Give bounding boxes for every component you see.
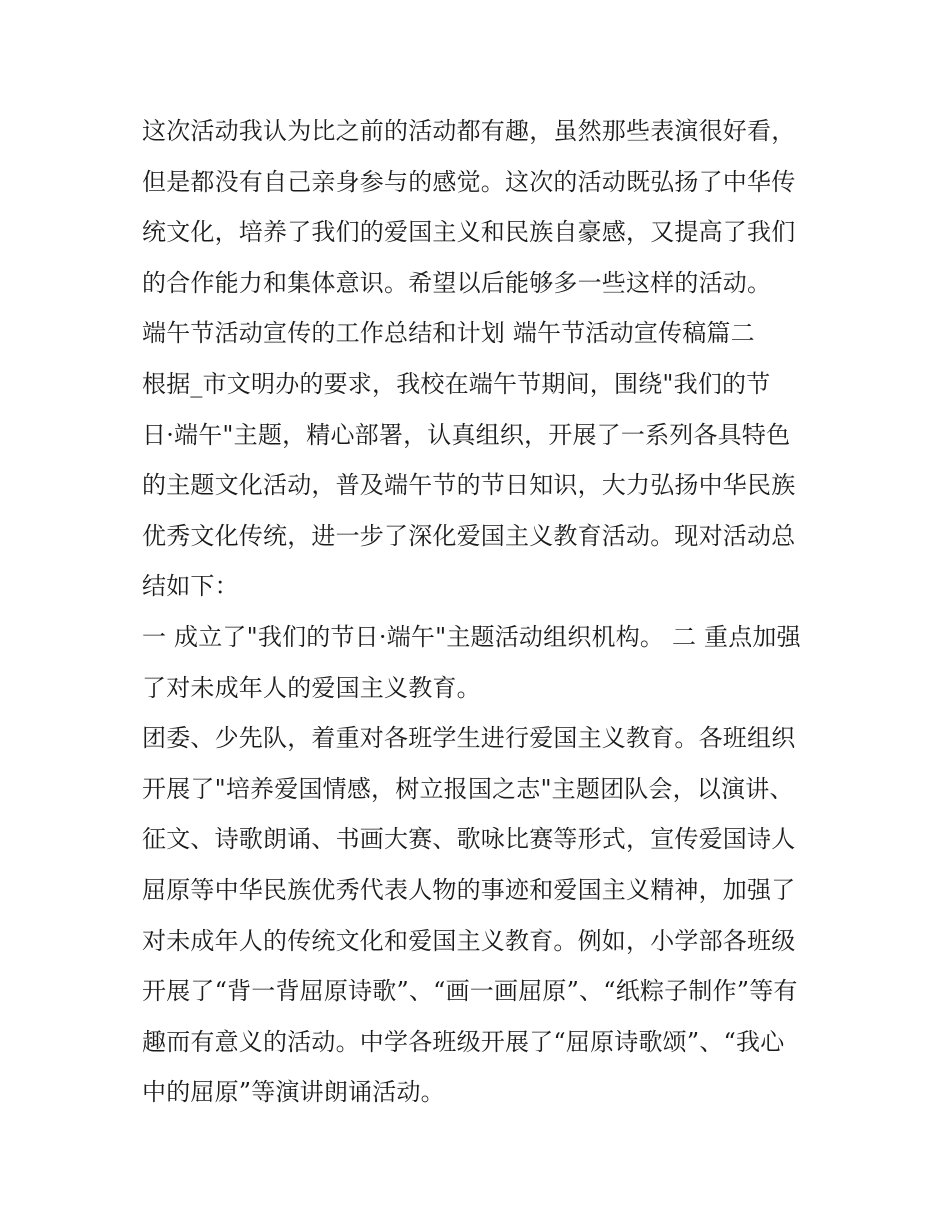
text-line: 优秀文化传统，进一步了深化爱国主义教育活动。现对活动总 <box>142 521 796 550</box>
text-line: 开展了“背一背屈原诗歌”、“画一画屈原”、“纸粽子制作”等有 <box>142 977 798 1006</box>
text-line: 的合作能力和集体意识。希望以后能够多一些这样的活动。 <box>142 268 772 297</box>
text-line: 对未成年人的传统文化和爱国主义教育。例如，小学部各班级 <box>142 926 796 955</box>
text-line: 的主题文化活动，普及端午节的节日知识，大力弘扬中华民族 <box>142 471 796 500</box>
text-line: 团委、少先队，着重对各班学生进行爱国主义教育。各班组织 <box>142 724 796 753</box>
text-line: 征文、诗歌朗诵、书画大赛、歌咏比赛等形式，宣传爱国诗人 <box>142 825 796 854</box>
text-line: 统文化，培养了我们的爱国主义和民族自豪感，又提高了我们 <box>142 218 796 247</box>
text-line: 屈原等中华民族优秀代表人物的事迹和爱国主义精神，加强了 <box>142 875 796 904</box>
document-body <box>142 106 822 1118</box>
text-line: 开展了"培养爱国情感，树立报国之志"主题团队会，以演讲、 <box>142 774 794 803</box>
text-line: 中的屈原”等演讲朗诵活动。 <box>142 1078 445 1107</box>
text-line: 了对未成年人的爱国主义教育。 <box>142 673 481 702</box>
text-line: 这次活动我认为比之前的活动都有趣，虽然那些表演很好看， <box>142 117 796 145</box>
text-line: 日·端午"主题，精心部署，认真组织，开展了一系列各具特色 <box>142 420 791 449</box>
text-line: 但是都没有自己亲身参与的感觉。这次的活动既弘扬了中华传 <box>142 167 796 196</box>
section-heading: 端午节活动宣传的工作总结和计划 端午节活动宣传稿篇二 <box>142 319 755 348</box>
text-line: 趣而有意义的活动。中学各班级开展了“屈原诗歌颂”、“我心 <box>142 1027 785 1056</box>
text-line: 根据_市文明办的要求，我校在端午节期间，围绕"我们的节 <box>142 369 771 398</box>
text-line: 结如下： <box>142 572 239 601</box>
text-line: 一 成立了"我们的节日·端午"主题活动组织机构。 二 重点加强 <box>142 622 801 651</box>
